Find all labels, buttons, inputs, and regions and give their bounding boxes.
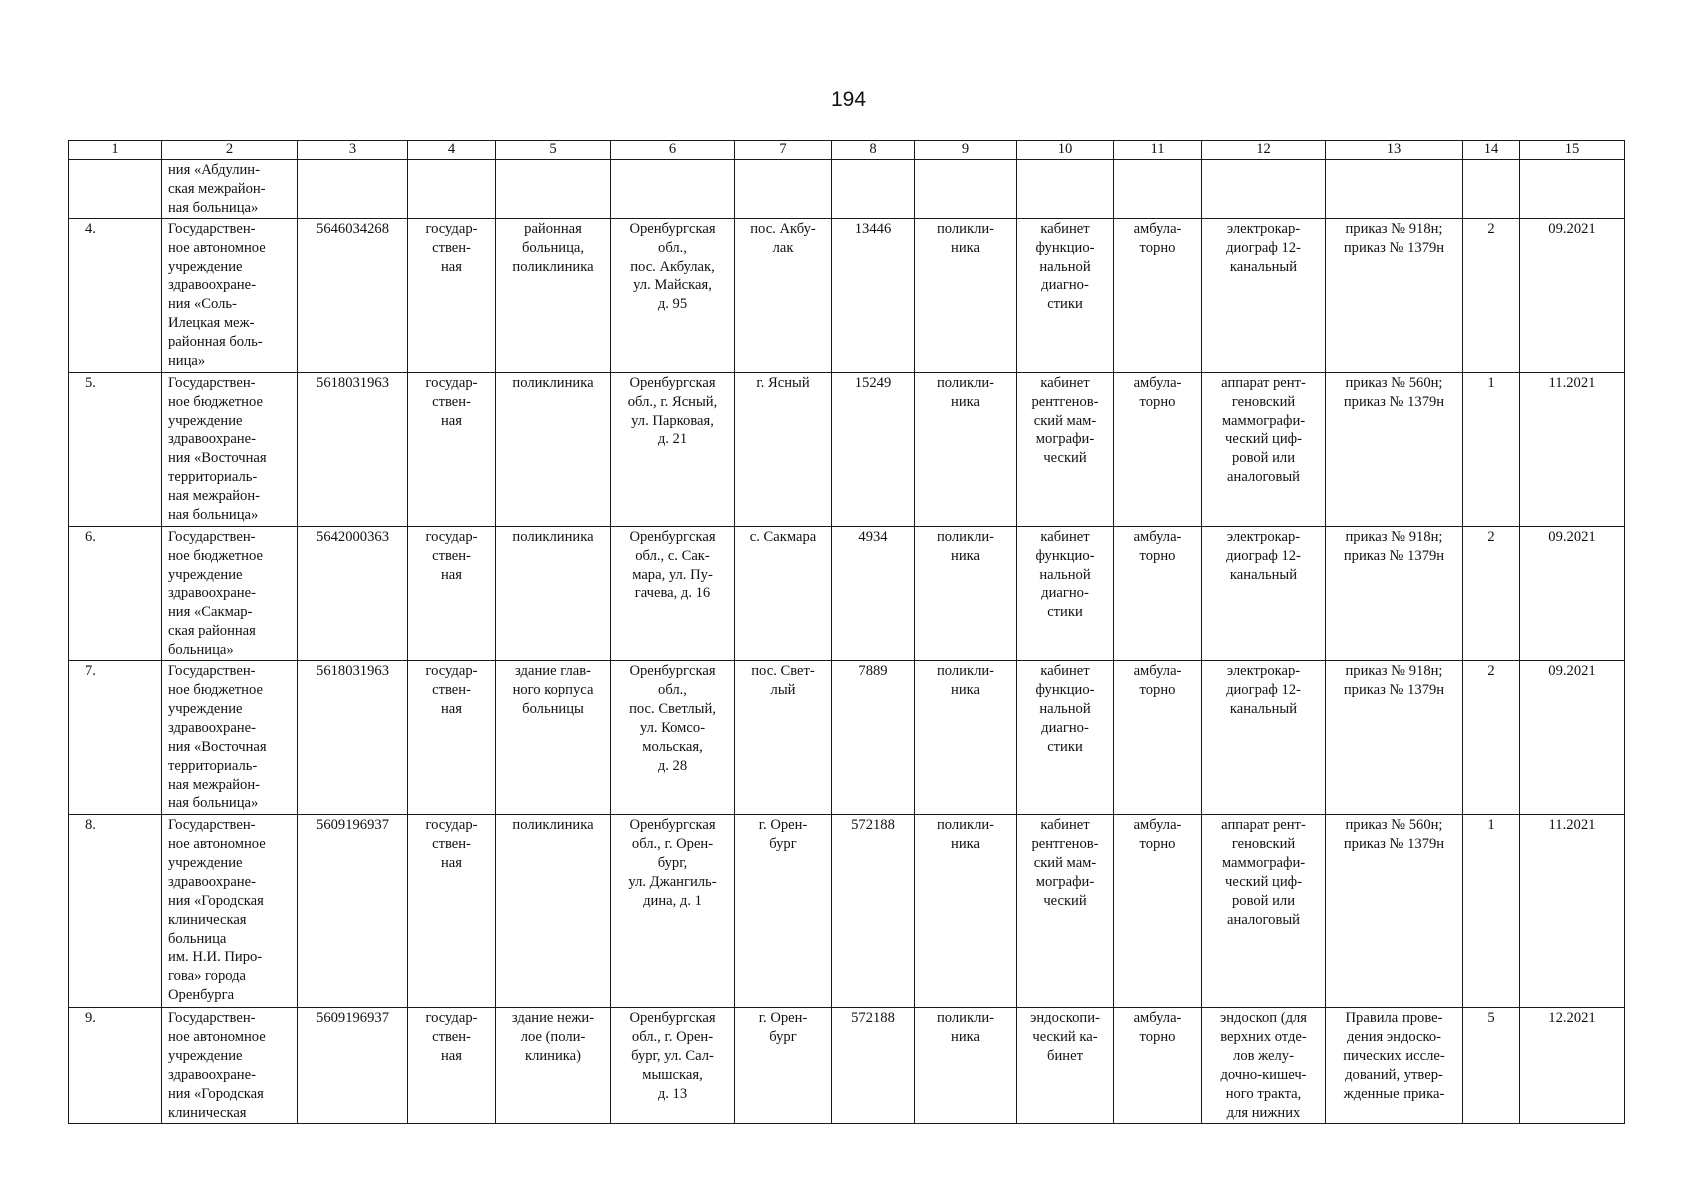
- care-form-cell: амбула- торно: [1114, 661, 1202, 815]
- row-number-cell: 9.: [69, 1008, 162, 1123]
- row-number-cell: 4.: [69, 218, 162, 372]
- unit-type-cell: поликли- ника: [915, 661, 1017, 815]
- table-row: [69, 661, 1625, 815]
- unit-type-cell: поликли- ника: [915, 218, 1017, 372]
- care-form-cell: амбула- торно: [1114, 372, 1202, 526]
- column-header: 10: [1017, 141, 1114, 160]
- building-cell: здание нежи- лое (поли- клиника): [496, 1008, 611, 1123]
- equipment-cell: аппарат рент- геновский маммографи- ческий циф- ровой или аналоговый: [1202, 815, 1326, 1008]
- column-header: 1: [69, 141, 162, 160]
- equipment-cell: электрокар- диограф 12- канальный: [1202, 661, 1326, 815]
- date-cell: 09.2021: [1520, 661, 1625, 815]
- institution-cell: Государствен- ное бюджетное учреждение здравоохране- ния «Восточная территориаль- ная межрайон- ная больница»: [162, 661, 298, 815]
- population-cell: 15249: [832, 372, 915, 526]
- ownership-cell: государ- ствен- ная: [408, 372, 496, 526]
- address-cell: Оренбургская обл., пос. Светлый, ул. Комсо- мольская, д. 28: [611, 661, 735, 815]
- ownership-cell: [408, 160, 496, 219]
- equipment-cell: аппарат рент- геновский маммографи- ческий циф- ровой или аналоговый: [1202, 372, 1326, 526]
- ownership-cell: государ- ствен- ная: [408, 815, 496, 1008]
- department-cell: эндоскопи- ческий ка- бинет: [1017, 1008, 1114, 1123]
- locality-cell: г. Ясный: [735, 372, 832, 526]
- inn-cell: 5646034268: [298, 218, 408, 372]
- institution-cell: Государствен- ное бюджетное учреждение здравоохране- ния «Восточная территориаль- ная межрайон- ная больница»: [162, 372, 298, 526]
- institution-cell: Государствен- ное бюджетное учреждение здравоохране- ния «Сакмар- ская районная больница»: [162, 526, 298, 660]
- building-cell: районная больница, поликлиника: [496, 218, 611, 372]
- unit-type-cell: поликли- ника: [915, 372, 1017, 526]
- population-cell: 4934: [832, 526, 915, 660]
- inn-cell: 5618031963: [298, 661, 408, 815]
- row-number-cell: 7.: [69, 661, 162, 815]
- column-header: 5: [496, 141, 611, 160]
- institution-cell: Государствен- ное автономное учреждение здравоохране- ния «Городская клиническая: [162, 1008, 298, 1123]
- date-cell: 11.2021: [1520, 815, 1625, 1008]
- institution-cell: ния «Абдулин- ская межрайон- ная больница»: [162, 160, 298, 219]
- population-cell: [832, 160, 915, 219]
- column-header: 7: [735, 141, 832, 160]
- department-cell: [1017, 160, 1114, 219]
- quantity-cell: 2: [1463, 218, 1520, 372]
- inn-cell: 5609196937: [298, 1008, 408, 1123]
- locality-cell: [735, 160, 832, 219]
- table-row: [69, 372, 1625, 526]
- quantity-cell: 1: [1463, 815, 1520, 1008]
- building-cell: поликлиника: [496, 372, 611, 526]
- column-header: 9: [915, 141, 1017, 160]
- registry-table: [68, 140, 1625, 1124]
- population-cell: 13446: [832, 218, 915, 372]
- unit-type-cell: поликли- ника: [915, 526, 1017, 660]
- table-row: [69, 1008, 1625, 1123]
- column-header: 15: [1520, 141, 1625, 160]
- date-cell: 11.2021: [1520, 372, 1625, 526]
- address-cell: Оренбургская обл., пос. Акбулак, ул. Майская, д. 95: [611, 218, 735, 372]
- locality-cell: с. Сакмара: [735, 526, 832, 660]
- building-cell: [496, 160, 611, 219]
- care-form-cell: амбула- торно: [1114, 218, 1202, 372]
- unit-type-cell: поликли- ника: [915, 815, 1017, 1008]
- population-cell: 572188: [832, 1008, 915, 1123]
- building-cell: поликлиника: [496, 815, 611, 1008]
- ownership-cell: государ- ствен- ная: [408, 218, 496, 372]
- date-cell: 09.2021: [1520, 526, 1625, 660]
- row-number-cell: 6.: [69, 526, 162, 660]
- care-form-cell: амбула- торно: [1114, 1008, 1202, 1123]
- department-cell: кабинет рентгенов- ский мам- мографи- ческий: [1017, 815, 1114, 1008]
- unit-type-cell: [915, 160, 1017, 219]
- column-header: 3: [298, 141, 408, 160]
- date-cell: 09.2021: [1520, 218, 1625, 372]
- column-header: 11: [1114, 141, 1202, 160]
- quantity-cell: [1463, 160, 1520, 219]
- order-cell: приказ № 918н; приказ № 1379н: [1326, 218, 1463, 372]
- department-cell: кабинет функцио- нальной диагно- стики: [1017, 661, 1114, 815]
- order-cell: приказ № 560н; приказ № 1379н: [1326, 815, 1463, 1008]
- locality-cell: г. Орен- бург: [735, 1008, 832, 1123]
- care-form-cell: амбула- торно: [1114, 526, 1202, 660]
- address-cell: [611, 160, 735, 219]
- quantity-cell: 1: [1463, 372, 1520, 526]
- column-header: 4: [408, 141, 496, 160]
- equipment-cell: электрокар- диограф 12- канальный: [1202, 218, 1326, 372]
- column-number-row: [69, 141, 1625, 160]
- address-cell: Оренбургская обл., г. Орен- бург, ул. Сал- мышская, д. 13: [611, 1008, 735, 1123]
- column-header: 12: [1202, 141, 1326, 160]
- quantity-cell: 2: [1463, 526, 1520, 660]
- table-row: [69, 526, 1625, 660]
- order-cell: приказ № 918н; приказ № 1379н: [1326, 526, 1463, 660]
- department-cell: кабинет рентгенов- ский мам- мографи- ческий: [1017, 372, 1114, 526]
- inn-cell: [298, 160, 408, 219]
- table-row: [69, 815, 1625, 1008]
- column-header: 2: [162, 141, 298, 160]
- order-cell: приказ № 918н; приказ № 1379н: [1326, 661, 1463, 815]
- building-cell: здание глав- ного корпуса больницы: [496, 661, 611, 815]
- unit-type-cell: поликли- ника: [915, 1008, 1017, 1123]
- row-number-cell: 5.: [69, 372, 162, 526]
- order-cell: приказ № 560н; приказ № 1379н: [1326, 372, 1463, 526]
- column-header: 14: [1463, 141, 1520, 160]
- locality-cell: пос. Акбу- лак: [735, 218, 832, 372]
- population-cell: 572188: [832, 815, 915, 1008]
- equipment-cell: [1202, 160, 1326, 219]
- order-cell: [1326, 160, 1463, 219]
- address-cell: Оренбургская обл., г. Ясный, ул. Парковая, д. 21: [611, 372, 735, 526]
- inn-cell: 5642000363: [298, 526, 408, 660]
- ownership-cell: государ- ствен- ная: [408, 1008, 496, 1123]
- date-cell: 12.2021: [1520, 1008, 1625, 1123]
- row-number-cell: [69, 160, 162, 219]
- care-form-cell: амбула- торно: [1114, 815, 1202, 1008]
- inn-cell: 5618031963: [298, 372, 408, 526]
- institution-cell: Государствен- ное автономное учреждение здравоохране- ния «Городская клиническая больница им. Н.И. Пиро- гова» города Оренбурга: [162, 815, 298, 1008]
- quantity-cell: 5: [1463, 1008, 1520, 1123]
- inn-cell: 5609196937: [298, 815, 408, 1008]
- table-row: [69, 218, 1625, 372]
- population-cell: 7889: [832, 661, 915, 815]
- column-header: 6: [611, 141, 735, 160]
- column-header: 13: [1326, 141, 1463, 160]
- locality-cell: пос. Свет- лый: [735, 661, 832, 815]
- address-cell: Оренбургская обл., с. Сак- мара, ул. Пу- гачева, д. 16: [611, 526, 735, 660]
- locality-cell: г. Орен- бург: [735, 815, 832, 1008]
- date-cell: [1520, 160, 1625, 219]
- department-cell: кабинет функцио- нальной диагно- стики: [1017, 218, 1114, 372]
- department-cell: кабинет функцио- нальной диагно- стики: [1017, 526, 1114, 660]
- building-cell: поликлиника: [496, 526, 611, 660]
- row-number-cell: 8.: [69, 815, 162, 1008]
- ownership-cell: государ- ствен- ная: [408, 661, 496, 815]
- page-number: 194: [830, 88, 867, 111]
- equipment-cell: эндоскоп (для верхних отде- лов желу- дочно-кишеч- ного тракта, для нижних: [1202, 1008, 1326, 1123]
- quantity-cell: 2: [1463, 661, 1520, 815]
- ownership-cell: государ- ствен- ная: [408, 526, 496, 660]
- equipment-cell: электрокар- диограф 12- канальный: [1202, 526, 1326, 660]
- care-form-cell: [1114, 160, 1202, 219]
- address-cell: Оренбургская обл., г. Орен- бург, ул. Джангиль- дина, д. 1: [611, 815, 735, 1008]
- table-row: [69, 160, 1625, 219]
- column-header: 8: [832, 141, 915, 160]
- order-cell: Правила прове- дения эндоско- пических иссле- дований, утвер- жденные прика-: [1326, 1008, 1463, 1123]
- institution-cell: Государствен- ное автономное учреждение здравоохране- ния «Соль- Илецкая меж- районная боль- ница»: [162, 218, 298, 372]
